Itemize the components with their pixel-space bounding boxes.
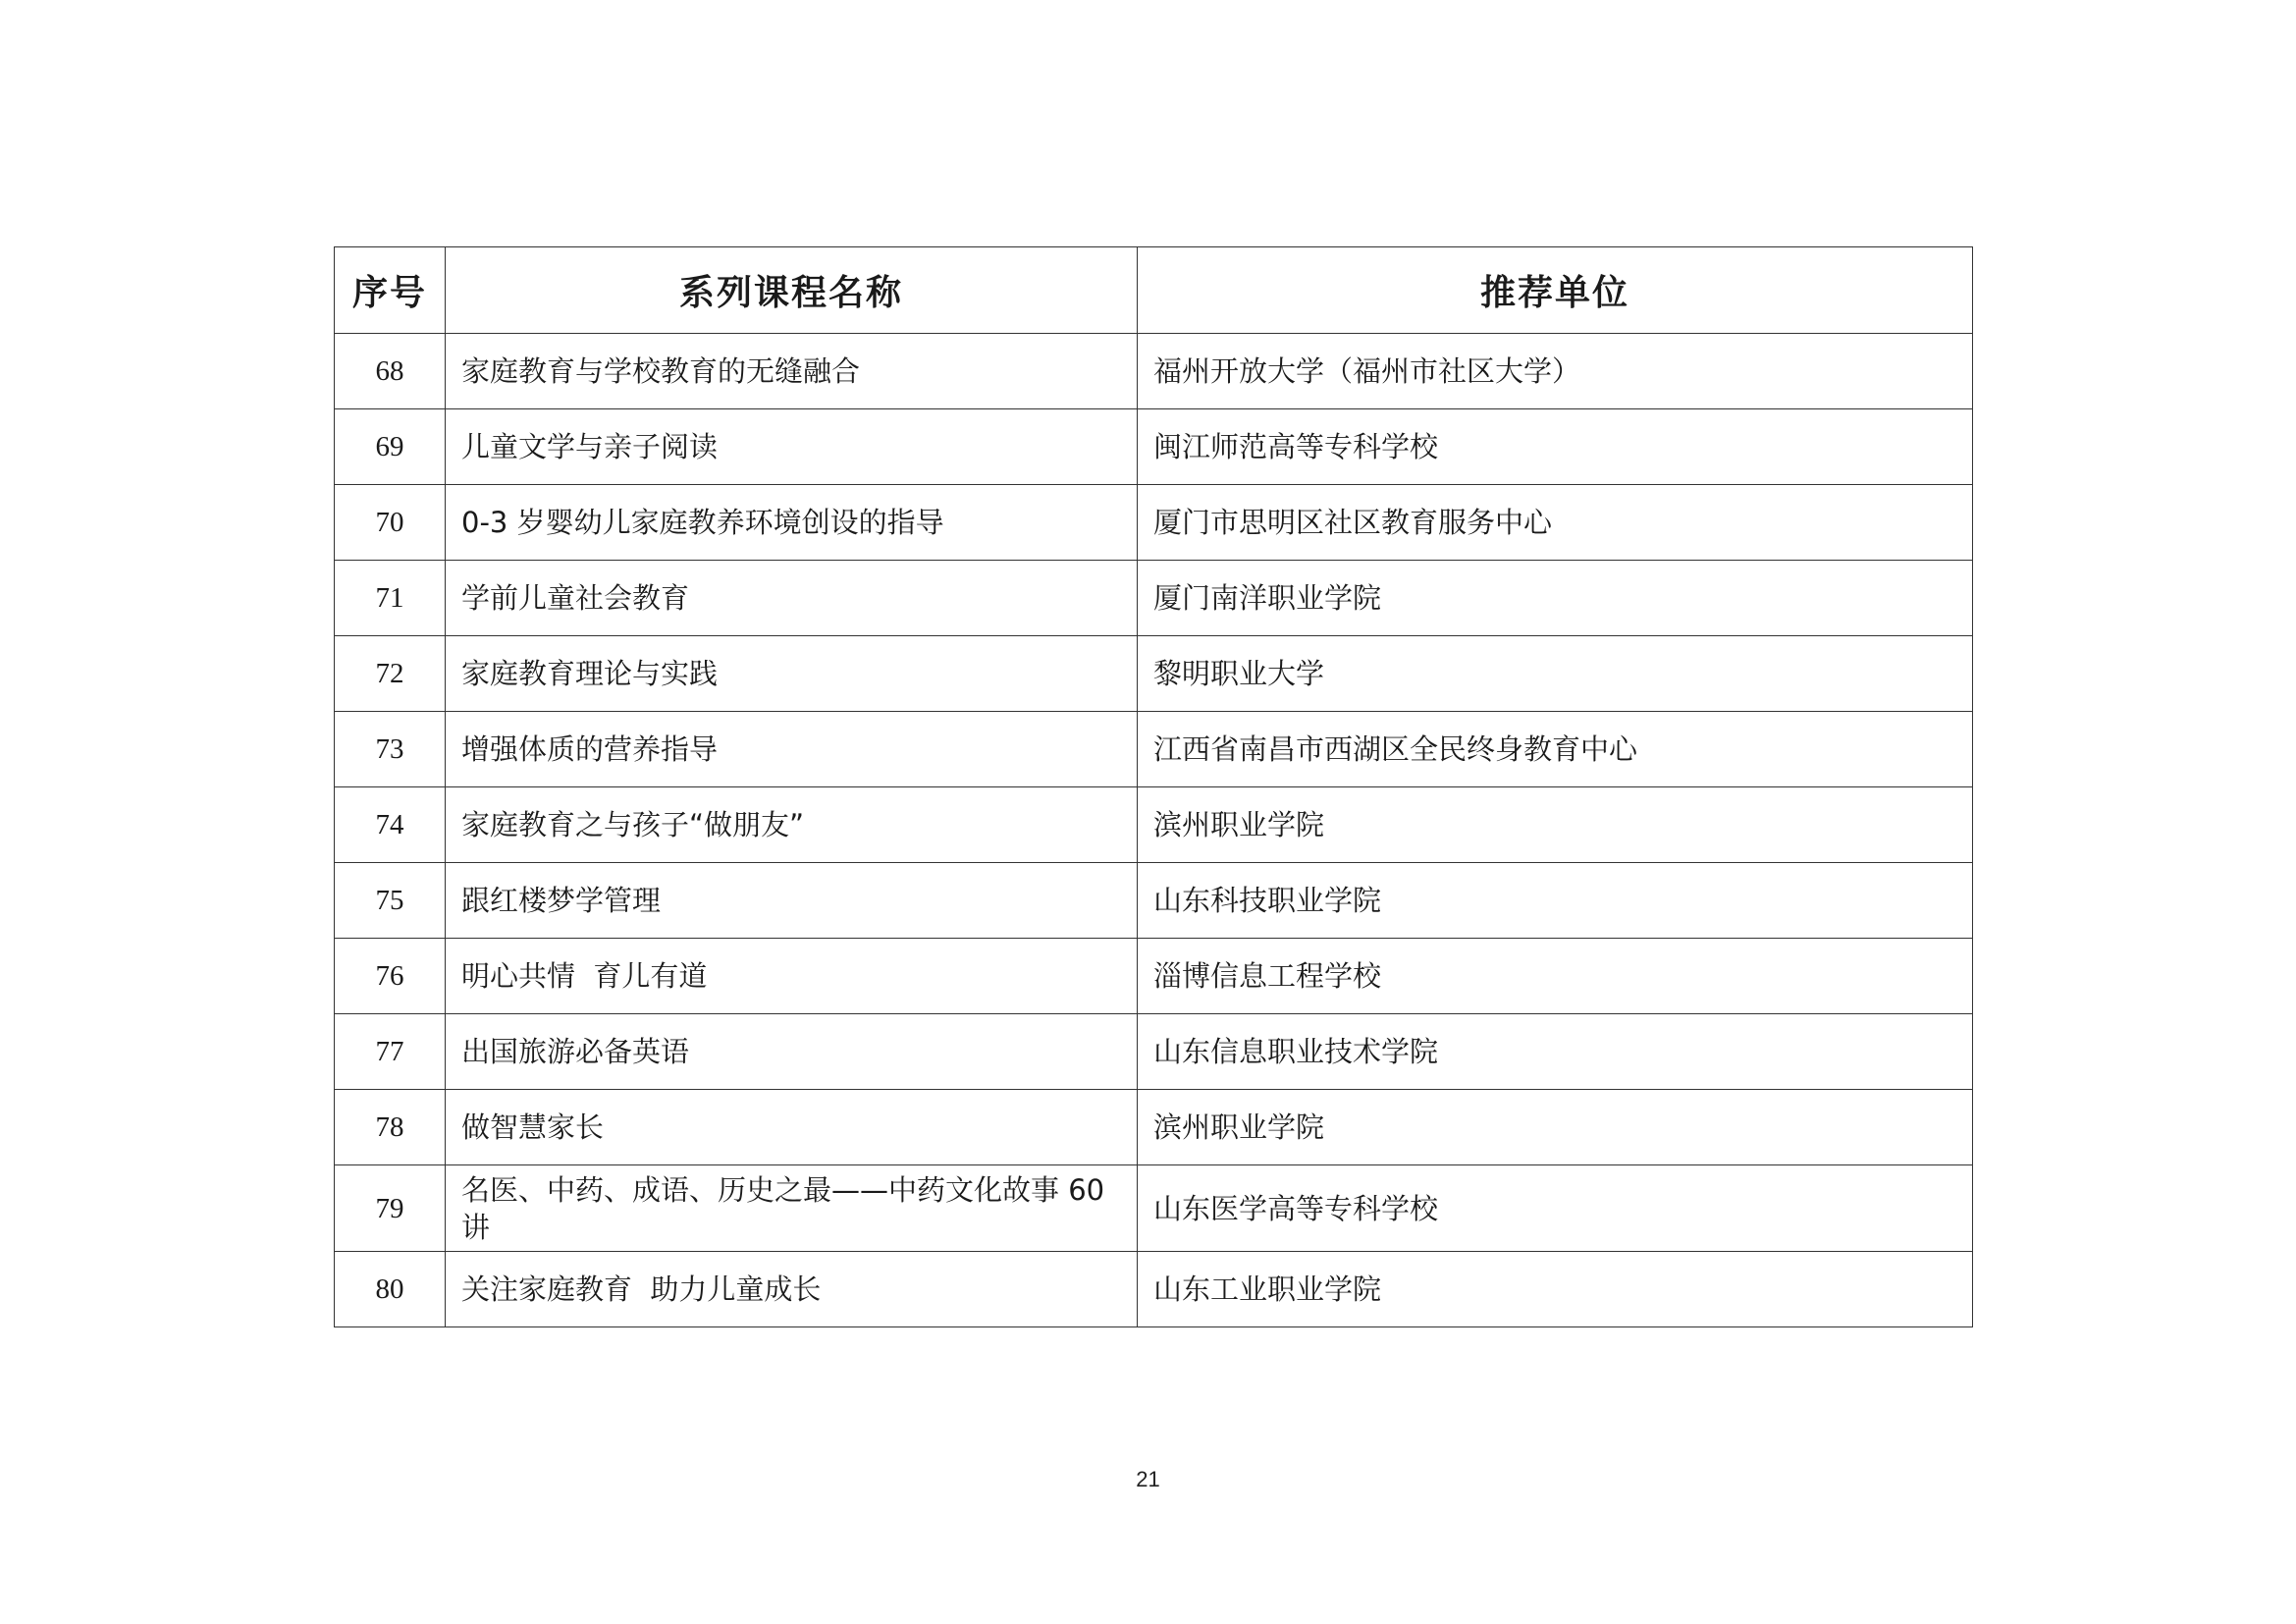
recommending-unit: 山东信息职业技术学院 (1138, 1014, 1973, 1090)
recommending-unit: 厦门南洋职业学院 (1138, 561, 1973, 636)
recommending-unit: 山东医学高等专科学校 (1138, 1165, 1973, 1252)
table-row (335, 409, 1973, 485)
row-number: 80 (335, 1252, 446, 1327)
course-name: 0-3 岁婴幼儿家庭教养环境创设的指导 (446, 485, 1138, 561)
recommending-unit: 厦门市思明区社区教育服务中心 (1138, 485, 1973, 561)
recommending-unit: 山东科技职业学院 (1138, 863, 1973, 939)
table-row (335, 939, 1973, 1014)
table-row (335, 1090, 1973, 1165)
row-number: 72 (335, 636, 446, 712)
row-number: 74 (335, 787, 446, 863)
course-name: 明心共情 育儿有道 (446, 939, 1138, 1014)
table-row (335, 334, 1973, 409)
row-number: 70 (335, 485, 446, 561)
course-name: 关注家庭教育 助力儿童成长 (446, 1252, 1138, 1327)
table-row (335, 1014, 1973, 1090)
course-name: 家庭教育与学校教育的无缝融合 (446, 334, 1138, 409)
page-number: 21 (1136, 1467, 1160, 1491)
header-recommending-unit: 推荐单位 (1138, 247, 1973, 334)
course-name: 儿童文学与亲子阅读 (446, 409, 1138, 485)
course-name: 家庭教育之与孩子“做朋友” (446, 787, 1138, 863)
course-name: 做智慧家长 (446, 1090, 1138, 1165)
recommending-unit: 滨州职业学院 (1138, 1090, 1973, 1165)
course-name: 增强体质的营养指导 (446, 712, 1138, 787)
row-number: 69 (335, 409, 446, 485)
course-name: 名医、中药、成语、历史之最——中药文化故事 60 讲 (446, 1165, 1138, 1252)
row-number: 77 (335, 1014, 446, 1090)
course-name: 出国旅游必备英语 (446, 1014, 1138, 1090)
recommending-unit: 淄博信息工程学校 (1138, 939, 1973, 1014)
table-row (335, 712, 1973, 787)
header-serial-number: 序号 (335, 247, 446, 334)
course-table (334, 246, 1973, 1327)
recommending-unit: 江西省南昌市西湖区全民终身教育中心 (1138, 712, 1973, 787)
row-number: 73 (335, 712, 446, 787)
row-number: 79 (335, 1165, 446, 1252)
table-row (335, 561, 1973, 636)
recommending-unit: 福州开放大学（福州市社区大学） (1138, 334, 1973, 409)
recommending-unit: 闽江师范高等专科学校 (1138, 409, 1973, 485)
row-number: 75 (335, 863, 446, 939)
recommending-unit: 黎明职业大学 (1138, 636, 1973, 712)
table-row (335, 1165, 1973, 1252)
course-name: 家庭教育理论与实践 (446, 636, 1138, 712)
row-number: 71 (335, 561, 446, 636)
table-row (335, 1252, 1973, 1327)
table-row (335, 787, 1973, 863)
row-number: 76 (335, 939, 446, 1014)
header-course-name: 系列课程名称 (446, 247, 1138, 334)
course-name: 跟红楼梦学管理 (446, 863, 1138, 939)
recommending-unit: 滨州职业学院 (1138, 787, 1973, 863)
recommending-unit: 山东工业职业学院 (1138, 1252, 1973, 1327)
row-number: 78 (335, 1090, 446, 1165)
table-row (335, 636, 1973, 712)
course-name: 学前儿童社会教育 (446, 561, 1138, 636)
table-header-row (335, 247, 1973, 334)
table-row (335, 485, 1973, 561)
row-number: 68 (335, 334, 446, 409)
table-row (335, 863, 1973, 939)
